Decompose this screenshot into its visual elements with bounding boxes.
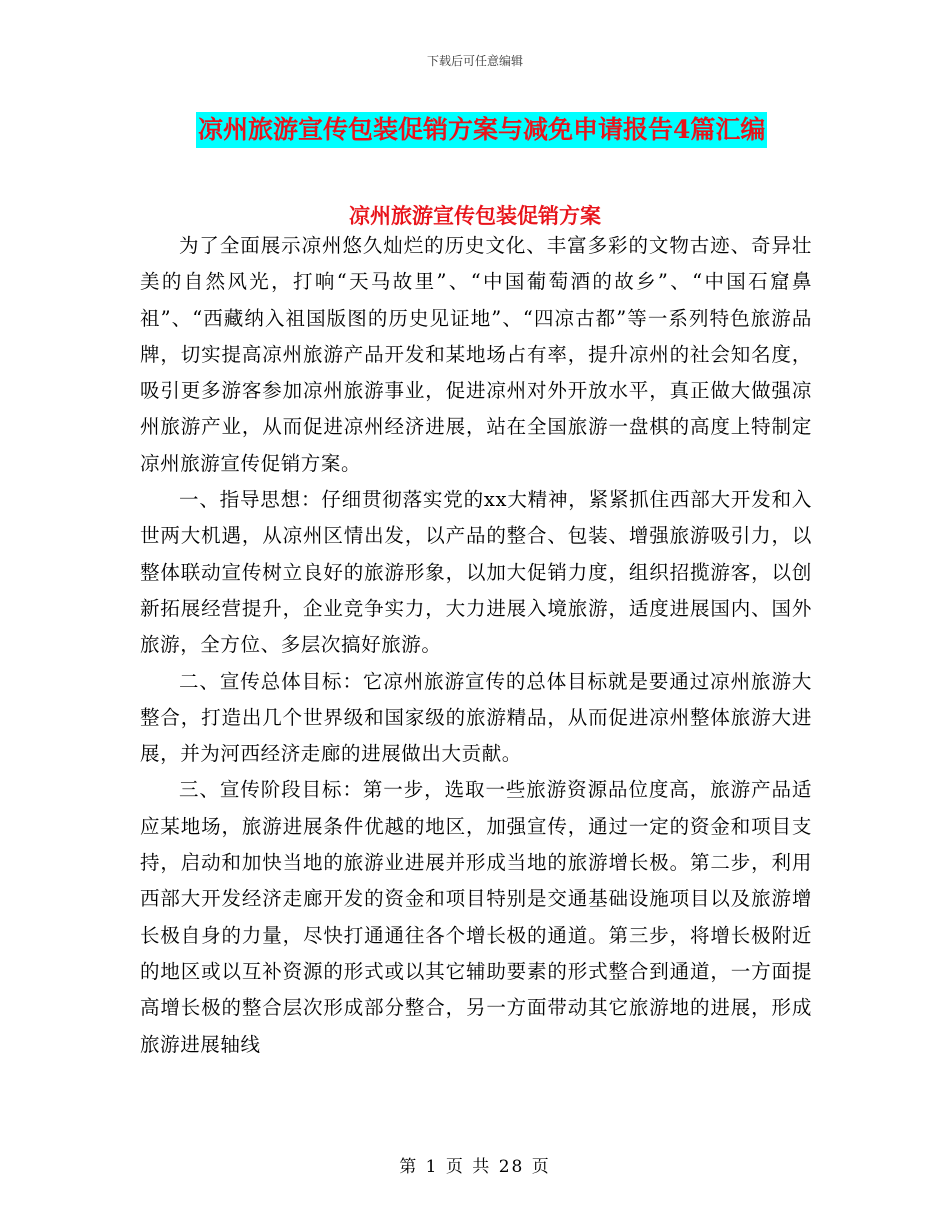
body-text (140, 228, 812, 1063)
paragraph-guiding-thought: 一、指导思想：仔细贯彻落实党的xx大精神，紧紧抓住西部大开发和入世两大机遇，从凉州区情出发，以产品的整合、包装、增强旅游吸引力，以整体联动宣传树立良好的旅游形象，以加大促销力度，组织招揽游客，以创新拓展经营提升，企业竞争实力，大力进展入境旅游，适度进展国内、国外旅游，全方位、多层次搞好旅游。 (140, 488, 812, 657)
section-title: 凉州旅游宣传包装促销方案 (349, 203, 601, 228)
paragraph-stage-goal: 三、宣传阶段目标：第一步，选取一些旅游资源品位度高，旅游产品适应某地场，旅游进展条件优越的地区，加强宣传，通过一定的资金和项目支持，启动和加快当地的旅游业进展并形成当地的旅游增长极。第二步，利用西部大开发经济走廊开发的资金和项目特别是交通基础设施项目以及旅游增长极自身的力量，尽快打通通往各个增长极的通道。第三步，将增长极附近的地区或以互补资源的形式或以其它辅助要素的形式整合到通道，一方面提高增长极的整合层次形成部分整合，另一方面带动其它旅游地的进展，形成旅游进展轴线 (140, 778, 812, 1056)
page-number-footer: 第 1 页 共 28 页 (399, 1157, 551, 1177)
paragraph-overall-goal: 二、宣传总体目标：它凉州旅游宣传的总体目标就是要通过凉州旅游大整合，打造出几个世界级和国家级的旅游精品，从而促进凉州整体旅游大进展，并为河西经济走廊的进展做出大贡献。 (140, 669, 812, 766)
header-note: 下载后可任意编辑 (426, 54, 523, 68)
document-title: 凉州旅游宣传包装促销方案与减免申请报告4篇汇编 (196, 112, 767, 148)
paragraph-intro: 为了全面展示凉州悠久灿烂的历史文化、丰富多彩的文物古迹、奇异壮美的自然风光，打响“天马故里”、“中国葡萄酒的故乡”、“中国石窟鼻祖”、“西藏纳入祖国版图的历史见证地”、“四凉古都”等一系列特色旅游品牌，切实提高凉州旅游产品开发和某地场占有率，提升凉州的社会知名度，吸引更多游客参加凉州旅游事业，促进凉州对外开放水平，真正做大做强凉州旅游产业，从而促进凉州经济进展，站在全国旅游一盘棋的高度上特制定凉州旅游宣传促销方案。 (140, 234, 812, 475)
